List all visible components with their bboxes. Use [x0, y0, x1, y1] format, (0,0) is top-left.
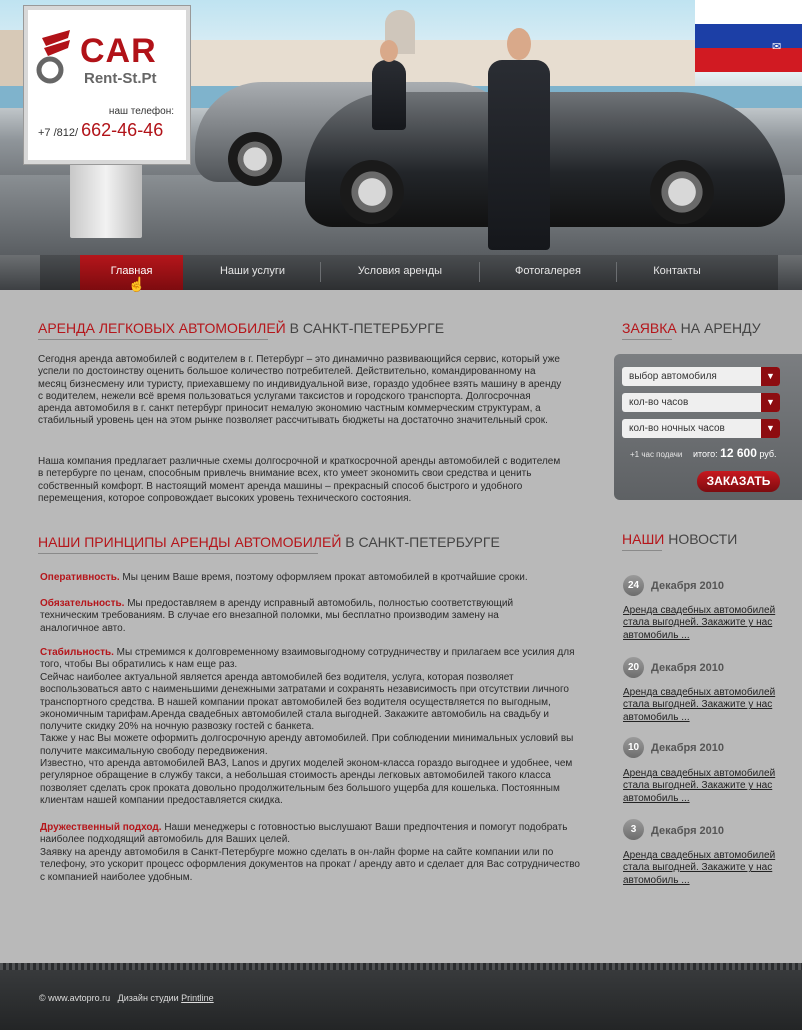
news-date: Декабря 2010 [651, 825, 725, 837]
news-title [622, 531, 737, 547]
person-chauffeur-front [488, 60, 550, 250]
news-date: Декабря 2010 [651, 662, 725, 674]
footer-strip [0, 963, 802, 970]
section1-paragraph-1: Сегодня аренда автомобилей с водителем в г. Петербург – это динамично развивающийся сервис, который уже успели по достоинству оценить большое количество потребителей. Действительно, командированному на месяц бизнесмену или туристу, приехавшему по индивидуальной визе, гораздо удобнее взять машину в аренду с водителем, нежели всё время пользоваться услугами таксистов и городского транспорта. Долгосрочная аренда автомобиля в г. санкт петербург приносит немалую экономию частным коммерческим структурам, а стабильный уровень цен на этом рынке позволяет рассчитывать бюджеты на достаточно значительный срок. [38, 354, 562, 427]
principle-text: Мы ценим Ваше время, поэтому оформляем прокат автомобилей в кротчайшие сроки. [119, 572, 528, 583]
car-wheel [340, 160, 404, 224]
friendly-details: Заявку на аренду автомобиля в Санкт-Петербурге можно сделать в он-лайн форме на сайте компании или по телефону, это ускорит процесс оформления документов на прокат / аренду авто и сделает для Вас сотрудничество с компанией наиболее удобным. [40, 847, 580, 883]
news-date: Декабря 2010 [651, 580, 725, 592]
person-head [380, 40, 398, 62]
footer-text [39, 993, 214, 1003]
chevron-down-icon[interactable]: ▼ [761, 367, 780, 386]
news-date-badge: 20 [623, 657, 644, 678]
hours-select-value: кол-во часов [629, 397, 689, 408]
total-value: 12 600 [720, 446, 757, 460]
footer-design-label: Дизайн студии [117, 993, 179, 1003]
principle-term: Обязательность. [40, 598, 125, 609]
principle-term: Стабильность. [40, 647, 114, 658]
car-wheel [650, 160, 714, 224]
principle-efficiency [40, 572, 576, 584]
principle-text: Наши менеджеры с готовностью выслушают Ваши предпочтения и помогут подобрать наиболее подходящий автомобиль для Ваших целей. [40, 822, 568, 846]
section1-paragraph-2: Наша компания предлагает различные схемы долгосрочной и краткосрочной аренды автомобилей с водителем в петербурге по ценам, способным привлечь внимание всех, кто умеет экономить свои средства и ценить собственный комфорт. В настоящий момент аренда машины – прекрасный способ быстрого и удобного перемещения, которое сопровождает высоких уровень технического состояния. [38, 456, 561, 504]
section1-title-rest: В САНКТ-ПЕТЕРБУРГЕ [285, 320, 445, 336]
phone [38, 120, 163, 141]
car-wheel [228, 132, 282, 186]
principle-friendly [40, 822, 580, 847]
principle-commitment [40, 598, 560, 635]
title-underline [622, 339, 672, 340]
delivery-hint: +1 час подачи [630, 450, 683, 459]
person-head [507, 28, 531, 60]
section1-title [38, 320, 444, 336]
nav-item-rental-terms[interactable]: Условия аренды [357, 265, 443, 277]
logo-stand [70, 160, 142, 238]
news-title-red: НАШИ [622, 531, 665, 547]
stability-details: Сейчас наиболее актуальной является аренда автомобилей без водителя, услуга, которая позволяет воспользоваться авто с наименьшими денежными затратами и сохранять независимость при отсутствии личного транспортного средства. В нашей компании прокат автомобилей без водителя осуществляется по выгодным, экономичным тарифам.Аренда свадебных автомобилей стала выгодней. Закажите автомобиль на свадьбу и получите скидку 20% на ночную развозку гостей с банкета. Также у нас Вы можете оформить долгосрочную аренду автомобилей. При соблюдении минимальных условий вы получите максимальную свободу передвижения. Известно, что аренда автомобилей ВАЗ, Lanos и других моделей эконом-класса гораздо выгоднее и удобнее, чем регулярное обращение в службу такси, а небольшая стоимость аренды легковых автомобилей такого класса позволяет сделать срок проката довольно продолжительным без большого ущерба для кошелька. Постоянным клиентам нашей компании предоставляется скидка. [40, 672, 574, 806]
phone-prefix: +7 /812/ [38, 127, 79, 139]
news-date: Декабря 2010 [651, 742, 725, 754]
logo-brand: CAR [80, 32, 157, 70]
section2-title-rest: В САНКТ-ПЕТЕРБУРГЕ [341, 534, 500, 550]
news-title-rest: НОВОСТИ [664, 531, 738, 547]
hours-select[interactable] [622, 393, 780, 412]
principle-term: Оперативность. [40, 572, 120, 583]
section2-title-red: НАШИ ПРИНЦИПЫ АРЕНДЫ АВТОМОБИЛЕЙ [38, 534, 342, 550]
home-icon[interactable]: ⌂ [772, 14, 779, 26]
total-label: итого: [693, 449, 718, 459]
nav-item-home[interactable]: Главная [80, 255, 183, 290]
principle-text: Мы предоставляем в аренду исправный автомобиль, полностью соответствующий техническим требованиям. В случае его внезапной поломки, мы бесплатно производим замену на аналогичное авто. [40, 598, 514, 634]
section1-title-red: АРЕНДА ЛЕГКОВЫХ АВТОМОБИЛЕЙ [38, 320, 286, 336]
principle-term: Дружественный подход. [40, 822, 162, 833]
night-hours-select[interactable] [622, 419, 780, 438]
news-date-badge: 24 [623, 575, 644, 596]
nav-item-services[interactable]: Наши услуги [219, 265, 286, 277]
total-unit: руб. [759, 449, 777, 459]
person-chauffeur-back [372, 60, 406, 130]
footer-copyright: © www.avtopro.ru [39, 993, 111, 1003]
order-title-red: ЗАЯВКА [622, 320, 677, 336]
news-link[interactable]: Аренда свадебных автомобилей стала выгодней. Закажите у нас автомобиль ... [623, 687, 776, 723]
car-select[interactable] [622, 367, 780, 386]
title-underline [622, 550, 662, 551]
mail-icon[interactable]: ✉ [772, 41, 782, 53]
pointer-cursor-icon: ☝ [128, 276, 146, 292]
russian-flag [695, 0, 802, 72]
order-title-rest: НА АРЕНДУ [676, 320, 761, 336]
car-select-value: выбор автомобиля [629, 371, 717, 382]
news-link[interactable]: Аренда свадебных автомобилей стала выгодней. Закажите у нас автомобиль ... [623, 605, 776, 641]
principle-stability [40, 647, 580, 672]
night-hours-select-value: кол-во ночных часов [629, 423, 725, 434]
news-link[interactable]: Аренда свадебных автомобилей стала выгодней. Закажите у нас автомобиль ... [623, 850, 776, 886]
order-title [622, 320, 761, 336]
logo-board[interactable] [24, 6, 190, 164]
order-total [693, 446, 777, 460]
title-underline [38, 339, 268, 340]
chevron-down-icon[interactable]: ▼ [761, 393, 780, 412]
title-underline [38, 553, 318, 554]
news-link[interactable]: Аренда свадебных автомобилей стала выгодней. Закажите у нас автомобиль ... [623, 768, 776, 804]
news-date-badge: 10 [623, 737, 644, 758]
phone-number: 662-46-46 [81, 120, 164, 140]
footer-design-link[interactable]: Printline [181, 993, 214, 1003]
nav-item-contacts[interactable]: Контакты [653, 265, 701, 277]
phone-label: наш телефон: [108, 106, 174, 117]
principle-text: Мы стремимся к долговременному взаимовыгодному сотрудничеству и прилагаем все усилия для того, чтобы Вы обратились к нам еще раз. [40, 647, 575, 671]
nav-item-gallery[interactable]: Фотогалерея [515, 265, 581, 277]
logo-domain: Rent-St.Pt [84, 70, 157, 87]
order-button[interactable]: ЗАКАЗАТЬ [697, 471, 780, 492]
logo-wing-icon [36, 28, 72, 84]
chevron-down-icon[interactable]: ▼ [761, 419, 780, 438]
news-date-badge: 3 [623, 819, 644, 840]
section2-title [38, 534, 500, 550]
